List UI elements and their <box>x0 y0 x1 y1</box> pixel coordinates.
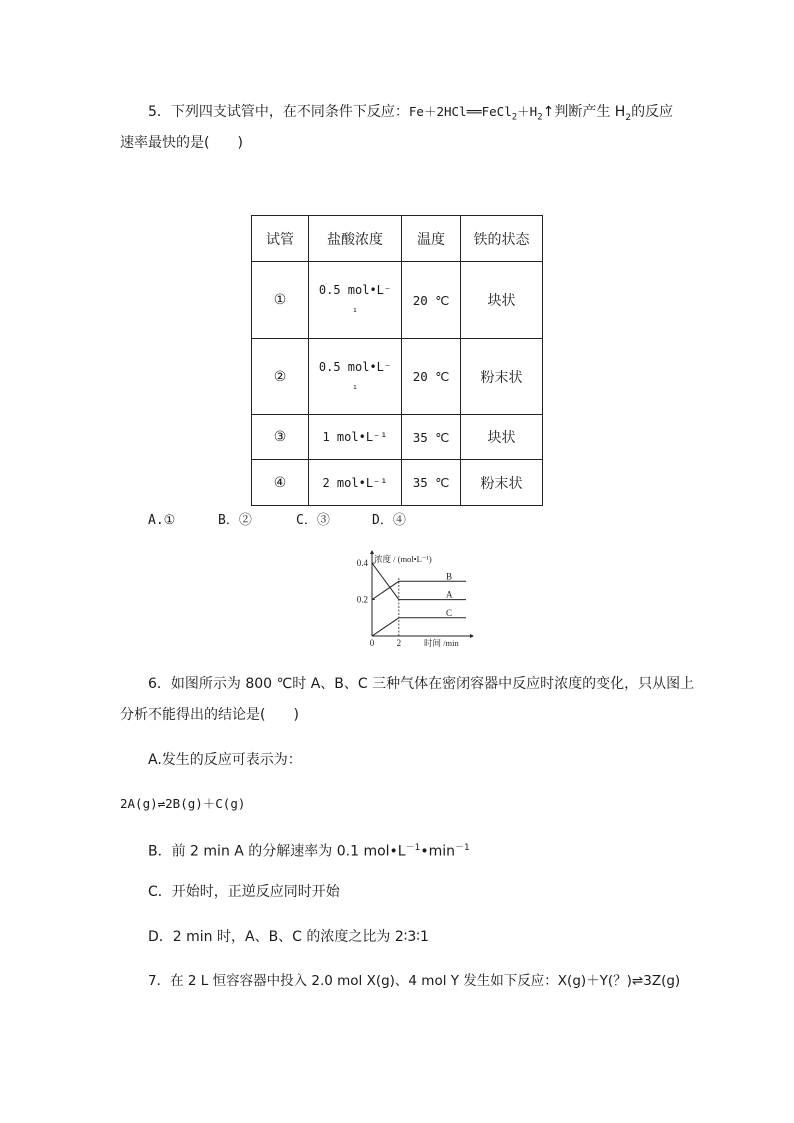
reaction-conditions-table <box>251 215 543 506</box>
conc-line1: 0.5 mol•L⁻ <box>318 283 392 297</box>
option-b[interactable]: B．② <box>218 513 252 528</box>
series-label-C: C <box>446 607 453 618</box>
cell-tube: ① <box>252 262 309 339</box>
chart-root <box>357 550 474 648</box>
conc-line1: 0.5 mol•L⁻ <box>318 359 392 374</box>
eq-arrow: ══ <box>466 104 482 119</box>
eq-part5: 的反应 <box>631 104 674 120</box>
cell-concentration <box>309 339 402 415</box>
header-concentration: 盐酸浓度 <box>309 216 402 262</box>
eq-part3: ＋H <box>517 104 538 119</box>
series-label-B: B <box>446 571 453 582</box>
opt-b-sup1: －1 <box>405 843 421 853</box>
y-tick-label: 0.4 <box>356 558 368 569</box>
x-axis-label: 时间 /min <box>424 638 459 648</box>
x-axis-arrow <box>470 634 474 638</box>
q6-line2: 分析不能得出的结论是( ) <box>120 707 299 723</box>
eq-part2: FeCl <box>481 104 512 119</box>
y-axis-label: 浓度 / (mol•L⁻¹) <box>374 554 432 564</box>
q5-intro: 5．下列四支试管中，在不同条件下反应： <box>148 104 409 120</box>
conc-line2: ¹ <box>352 384 358 395</box>
q5-options <box>148 511 406 531</box>
table-row <box>252 460 543 506</box>
table-row <box>252 339 543 415</box>
q5-line2: 速率最快的是( ) <box>120 135 243 151</box>
cell-temperature: 35 ℃ <box>402 460 461 506</box>
q6-option-c[interactable]: C．开始时，正逆反应同时开始 <box>148 884 340 900</box>
table-row <box>252 415 543 460</box>
q6-equation: 2A(g)⇌2B(g)＋C(g) <box>120 796 246 811</box>
x-tick-label: 0 <box>369 638 375 648</box>
eq-sub1: 2 <box>511 112 518 123</box>
cell-tube: ④ <box>252 460 309 506</box>
cell-state: 粉末状 <box>461 339 543 415</box>
option-c[interactable]: C．③ <box>296 513 330 528</box>
header-tube: 试管 <box>252 216 309 262</box>
cell-concentration: 2 mol•L⁻¹ <box>309 460 402 506</box>
eq-sub2: 2 <box>537 112 543 123</box>
series-label-A: A <box>446 589 453 600</box>
cell-state: 块状 <box>461 415 543 460</box>
q5-equation <box>408 104 543 123</box>
q6-line1: 6．如图所示为 800 ℃时 A、B、C 三种气体在密闭容器中反应时浓度的变化，只从图上 <box>148 676 695 692</box>
opt-b-text: B．前 2 min A 的分解速率为 0.1 mol•L <box>148 843 406 860</box>
concentration-time-chart <box>340 550 480 654</box>
q5-line1 <box>148 102 673 128</box>
cell-temperature: 35 ℃ <box>402 415 461 460</box>
option-a[interactable]: A.① <box>148 513 176 528</box>
header-iron-state: 铁的状态 <box>461 216 543 262</box>
y-tick-label: 0.2 <box>356 594 368 605</box>
eq-part1: Fe＋2HCl <box>408 104 467 119</box>
eq-part4: ↑判断产生 H <box>542 104 626 120</box>
cell-concentration <box>309 262 402 339</box>
cell-state: 粉末状 <box>461 460 543 506</box>
q6-option-d[interactable]: D．2 min 时，A、B、C 的浓度之比为 2∶3∶1 <box>148 929 429 945</box>
cell-concentration: 1 mol•L⁻¹ <box>309 415 402 460</box>
cell-temperature: 20 ℃ <box>402 339 461 415</box>
conc-line2: ¹ <box>352 308 358 318</box>
q6-option-b[interactable] <box>148 838 470 862</box>
series-line-C <box>372 618 466 636</box>
header-temperature: 温度 <box>402 216 461 262</box>
q7-line1: 7．在 2 L 恒容容器中投入 2.0 mol X(g)、4 mol Y 发生如下反应：X(g)＋Y(？)⇌3Z(g) <box>148 973 681 989</box>
cell-state: 块状 <box>461 262 543 339</box>
opt-b-mid: •min <box>420 843 456 860</box>
q6-option-a[interactable]: A.发生的反应可表示为： <box>148 752 302 768</box>
cell-temperature: 20 ℃ <box>402 262 461 339</box>
table-row <box>252 262 543 339</box>
option-d[interactable]: D．④ <box>372 513 406 528</box>
eq-sub3: 2 <box>625 112 632 123</box>
opt-b-sup2: －1 <box>455 843 470 853</box>
x-tick-label: 2 <box>396 638 402 648</box>
cell-tube: ② <box>252 339 309 415</box>
cell-tube: ③ <box>252 415 309 460</box>
table-header-row <box>252 216 543 262</box>
